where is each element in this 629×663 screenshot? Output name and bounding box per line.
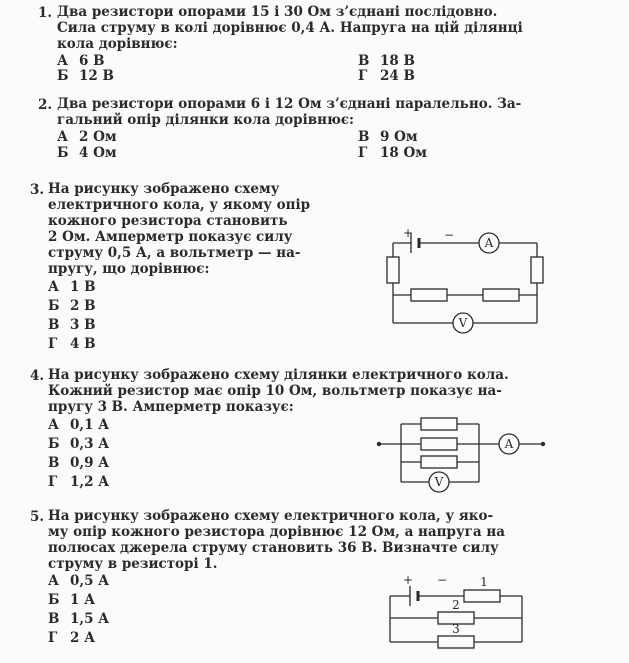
option-text: 18 Ом bbox=[380, 145, 427, 161]
option-letter: Г bbox=[48, 474, 58, 490]
question-text-line: На рисунку зображено схему електричного кола, у яко- bbox=[48, 508, 494, 524]
resistor bbox=[421, 438, 457, 450]
question-text-line: струму в резисторі 1. bbox=[48, 556, 218, 572]
resistor bbox=[387, 257, 399, 283]
question-text-line: електричного кола, у якому опір bbox=[48, 197, 311, 213]
option-text: 1 А bbox=[70, 592, 96, 608]
question-number: 1. bbox=[38, 5, 53, 21]
option-text: 24 В bbox=[380, 68, 415, 84]
option-letter: Г bbox=[48, 630, 58, 646]
plus-sign: + bbox=[402, 226, 414, 240]
question-text-line: Два резистори опорами 6 і 12 Ом з’єднані паралельно. За- bbox=[57, 96, 522, 112]
question-text-line: пругу 3 В. Амперметр показує: bbox=[48, 399, 294, 415]
terminal-dot bbox=[541, 442, 545, 446]
answer-option[interactable] bbox=[48, 280, 96, 295]
answer-option[interactable] bbox=[57, 54, 105, 69]
option-text: 18 В bbox=[380, 53, 415, 69]
question-number: 2. bbox=[38, 97, 53, 113]
circuit-diagram-3 bbox=[375, 225, 555, 340]
option-letter: Г bbox=[358, 145, 368, 161]
option-letter: Б bbox=[57, 68, 69, 84]
option-letter: В bbox=[358, 53, 370, 69]
option-letter: В bbox=[48, 317, 60, 333]
answer-option[interactable] bbox=[48, 593, 95, 608]
option-letter: Г bbox=[48, 336, 58, 352]
answer-option[interactable] bbox=[358, 146, 427, 161]
answer-option[interactable] bbox=[358, 130, 418, 145]
minus-sign: − bbox=[436, 573, 448, 587]
resistor-3 bbox=[438, 636, 474, 648]
resistor bbox=[483, 289, 519, 301]
ammeter-label: A bbox=[504, 437, 514, 451]
answer-option[interactable] bbox=[48, 337, 96, 352]
question-text-line: пругу, що дорівнює: bbox=[48, 261, 210, 277]
question-text-line: струму 0,5 А, а вольтметр — на- bbox=[48, 245, 301, 261]
option-text: 0,1 А bbox=[70, 417, 110, 433]
option-letter: А bbox=[48, 279, 59, 295]
resistor-1 bbox=[464, 590, 500, 602]
answer-option[interactable] bbox=[48, 475, 109, 490]
question-text-line: полюсах джерела струму становить 36 В. Визначте силу bbox=[48, 540, 499, 556]
circuit-diagram-4 bbox=[375, 410, 555, 495]
answer-option[interactable] bbox=[358, 69, 415, 84]
resistor bbox=[411, 289, 447, 301]
option-text: 0,5 А bbox=[70, 573, 110, 589]
option-text: 2 В bbox=[70, 298, 96, 314]
voltmeter-label: V bbox=[458, 316, 468, 330]
resistor bbox=[421, 456, 457, 468]
option-letter: А bbox=[48, 573, 59, 589]
option-text: 4 Ом bbox=[79, 145, 117, 161]
answer-option[interactable] bbox=[48, 612, 109, 627]
option-text: 0,9 А bbox=[70, 455, 110, 471]
option-letter: Г bbox=[358, 68, 368, 84]
question-text-line: Сила струму в колі дорівнює 0,4 А. Напруга на цій ділянці bbox=[57, 20, 523, 36]
option-letter: В bbox=[358, 129, 370, 145]
option-text: 4 В bbox=[70, 336, 96, 352]
answer-option[interactable] bbox=[48, 418, 109, 433]
circuit-diagram-5 bbox=[382, 572, 532, 661]
option-text: 0,3 А bbox=[70, 436, 110, 452]
minus-sign: − bbox=[443, 228, 455, 242]
question-text-line: кола дорівнює: bbox=[57, 36, 178, 52]
answer-option[interactable] bbox=[48, 299, 96, 314]
resistor bbox=[531, 257, 543, 283]
option-letter: Б bbox=[48, 436, 60, 452]
option-text: 1 В bbox=[70, 279, 96, 295]
ammeter-label: A bbox=[484, 236, 494, 250]
question-text-line: На рисунку зображено схему bbox=[48, 181, 280, 197]
question-text-line: 2 Ом. Амперметр показує силу bbox=[48, 229, 293, 245]
question-number: 3. bbox=[30, 182, 45, 198]
question-text-line: му опір кожного резистора дорівнює 12 Ом, а напруга на bbox=[48, 524, 505, 540]
option-text: 1,5 А bbox=[70, 611, 110, 627]
resistor-2-label: 2 bbox=[452, 598, 460, 612]
answer-option[interactable] bbox=[48, 574, 109, 589]
resistor-3-label: 3 bbox=[452, 622, 460, 636]
question-number: 4. bbox=[30, 368, 45, 384]
resistor bbox=[421, 418, 457, 430]
question-text-line: кожного резистора становить bbox=[48, 213, 288, 229]
option-letter: А bbox=[48, 417, 59, 433]
option-letter: Б bbox=[57, 145, 69, 161]
question-text-line: На рисунку зображено схему ділянки електричного кола. bbox=[48, 367, 509, 383]
question-text-line: Два резистори опорами 15 і 30 Ом з’єднані послідовно. bbox=[57, 4, 498, 20]
option-text: 6 В bbox=[79, 53, 105, 69]
option-text: 2 Ом bbox=[79, 129, 117, 145]
option-letter: А bbox=[57, 53, 68, 69]
option-letter: Б bbox=[48, 592, 60, 608]
option-text: 9 Ом bbox=[380, 129, 418, 145]
option-letter: А bbox=[57, 129, 68, 145]
option-letter: В bbox=[48, 455, 60, 471]
answer-option[interactable] bbox=[358, 54, 415, 69]
answer-option[interactable] bbox=[48, 437, 109, 452]
answer-option[interactable] bbox=[48, 456, 109, 471]
answer-option[interactable] bbox=[57, 146, 117, 161]
resistor-1-label: 1 bbox=[480, 575, 488, 589]
option-text: 12 В bbox=[79, 68, 114, 84]
answer-option[interactable] bbox=[48, 318, 96, 333]
voltmeter-label: V bbox=[434, 475, 444, 489]
option-text: 3 В bbox=[70, 317, 96, 333]
option-letter: В bbox=[48, 611, 60, 627]
answer-option[interactable] bbox=[48, 631, 95, 646]
option-text: 2 А bbox=[70, 630, 96, 646]
question-text-line: гальний опір ділянки кола дорівнює: bbox=[57, 112, 355, 128]
option-text: 1,2 А bbox=[70, 474, 110, 490]
answer-option[interactable] bbox=[57, 69, 114, 84]
option-letter: Б bbox=[48, 298, 60, 314]
answer-option[interactable] bbox=[57, 130, 117, 145]
plus-sign: + bbox=[402, 573, 414, 587]
question-text-line: Кожний резистор має опір 10 Ом, вольтметр показує на- bbox=[48, 383, 502, 399]
question-number: 5. bbox=[30, 509, 45, 525]
